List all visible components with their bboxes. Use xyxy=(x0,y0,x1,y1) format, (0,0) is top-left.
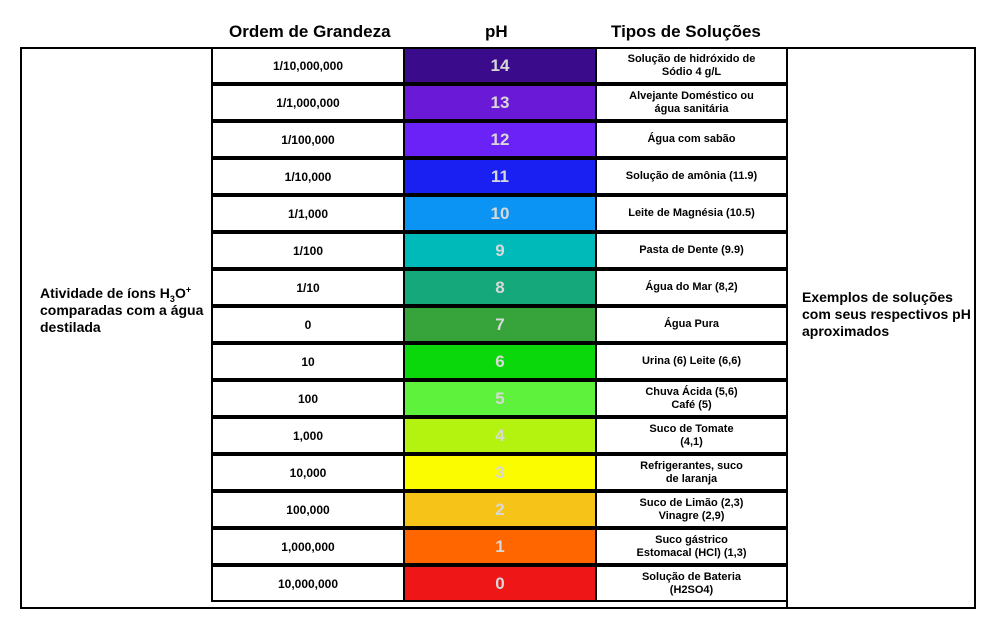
solution-type-cell: Alvejante Doméstico ou água sanitária xyxy=(595,84,788,121)
ph-value-cell: 0 xyxy=(403,565,597,602)
table-row xyxy=(211,491,788,528)
ph-value-cell: 3 xyxy=(403,454,597,491)
table-row xyxy=(211,195,788,232)
solution-type-cell: Pasta de Dente (9.9) xyxy=(595,232,788,269)
ph-value-cell: 8 xyxy=(403,269,597,306)
ph-value-cell: 13 xyxy=(403,84,597,121)
header-ph: pH xyxy=(485,22,508,41)
order-of-magnitude-cell: 10 xyxy=(211,343,405,380)
solution-type-cell: Água do Mar (8,2) xyxy=(595,269,788,306)
ph-value-cell: 5 xyxy=(403,380,597,417)
order-of-magnitude-cell: 1/10 xyxy=(211,269,405,306)
order-of-magnitude-cell: 1/100 xyxy=(211,232,405,269)
table-row xyxy=(211,380,788,417)
order-of-magnitude-cell: 100,000 xyxy=(211,491,405,528)
ph-value-cell: 6 xyxy=(403,343,597,380)
table-row xyxy=(211,121,788,158)
table-row xyxy=(211,528,788,565)
order-of-magnitude-cell: 1,000 xyxy=(211,417,405,454)
order-of-magnitude-cell: 1,000,000 xyxy=(211,528,405,565)
order-of-magnitude-cell: 1/10,000 xyxy=(211,158,405,195)
ph-value-cell: 2 xyxy=(403,491,597,528)
header-solution-types: Tipos de Soluções xyxy=(611,22,761,41)
ph-scale-grid xyxy=(211,47,788,609)
ph-value-cell: 12 xyxy=(403,121,597,158)
solution-type-cell: Suco de Limão (2,3) Vinagre (2,9) xyxy=(595,491,788,528)
ph-value-cell: 14 xyxy=(403,47,597,84)
solution-type-cell: Água com sabão xyxy=(595,121,788,158)
solution-type-cell: Leite de Magnésia (10.5) xyxy=(595,195,788,232)
table-row xyxy=(211,343,788,380)
table-row xyxy=(211,47,788,84)
order-of-magnitude-cell: 0 xyxy=(211,306,405,343)
right-label: Exemplos de soluções com seus respectivos pH aproximados xyxy=(802,289,971,339)
solution-type-cell: Urina (6) Leite (6,6) xyxy=(595,343,788,380)
order-of-magnitude-cell: 10,000 xyxy=(211,454,405,491)
header-order-of-magnitude: Ordem de Grandeza xyxy=(229,22,391,41)
solution-type-cell: Água Pura xyxy=(595,306,788,343)
solution-type-cell: Solução de Bateria (H2SO4) xyxy=(595,565,788,602)
solution-type-cell: Suco de Tomate (4,1) xyxy=(595,417,788,454)
solution-type-cell: Solução de hidróxido de Sódio 4 g/L xyxy=(595,47,788,84)
order-of-magnitude-cell: 1/100,000 xyxy=(211,121,405,158)
table-row xyxy=(211,84,788,121)
ph-value-cell: 9 xyxy=(403,232,597,269)
solution-type-cell: Solução de amônia (11.9) xyxy=(595,158,788,195)
ph-value-cell: 7 xyxy=(403,306,597,343)
table-row xyxy=(211,269,788,306)
table-row xyxy=(211,454,788,491)
table-row xyxy=(211,232,788,269)
ph-value-cell: 11 xyxy=(403,158,597,195)
order-of-magnitude-cell: 100 xyxy=(211,380,405,417)
solution-type-cell: Refrigerantes, suco de laranja xyxy=(595,454,788,491)
order-of-magnitude-cell: 10,000,000 xyxy=(211,565,405,602)
solution-type-cell: Chuva Ácida (5,6) Café (5) xyxy=(595,380,788,417)
solution-type-cell: Suco gástrico Estomacal (HCl) (1,3) xyxy=(595,528,788,565)
order-of-magnitude-cell: 1/10,000,000 xyxy=(211,47,405,84)
order-of-magnitude-cell: 1/1,000 xyxy=(211,195,405,232)
ph-value-cell: 4 xyxy=(403,417,597,454)
left-label: Atividade de íons $H_3O^+$ comparadas com a água destilada xyxy=(40,284,204,335)
ph-value-cell: 10 xyxy=(403,195,597,232)
order-of-magnitude-cell: 1/1,000,000 xyxy=(211,84,405,121)
ph-value-cell: 1 xyxy=(403,528,597,565)
table-row xyxy=(211,306,788,343)
table-row xyxy=(211,158,788,195)
table-row xyxy=(211,417,788,454)
table-row xyxy=(211,565,788,602)
